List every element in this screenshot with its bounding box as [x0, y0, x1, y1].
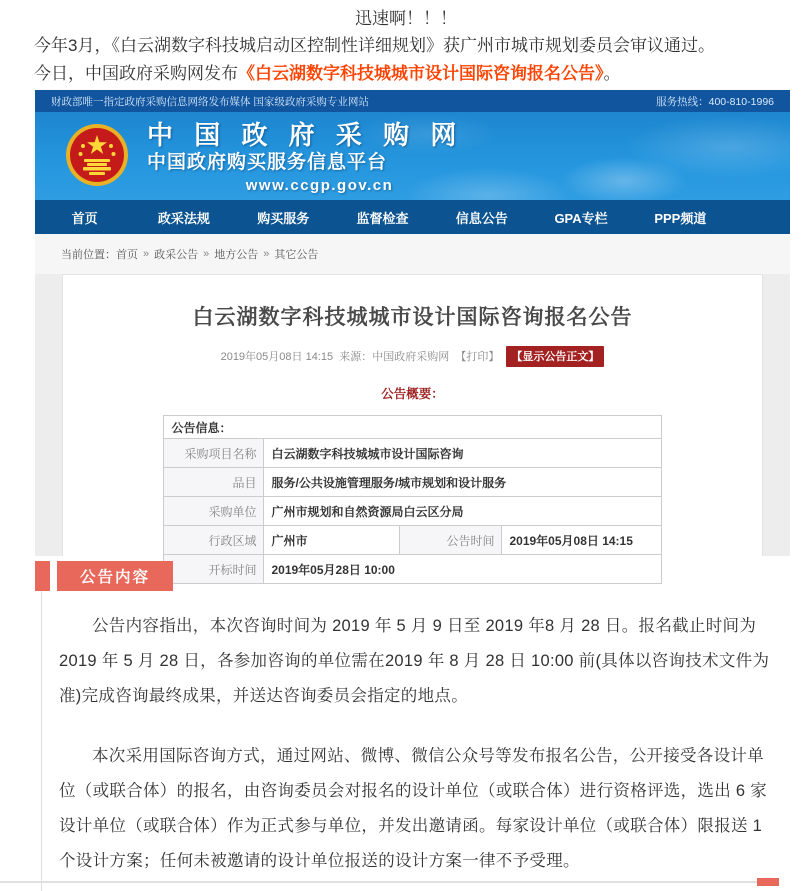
notice-paragraph-2: 本次采用国际咨询方式，通过网站、微博、微信公众号等发布报名公告，公开接受各设计单位（或联合体）的报名，由咨询委员会对报名的设计单位（或联合体）进行资格评选，选出 6 家设计单位（或联合体）作为正式参与单位，并发出邀请函。每家设计单位（或联合体）限报送 1 个设计方案；任何未被邀请的设计单位报送的设计方案一律不予受理。 — [59, 747, 768, 870]
service-hotline: 服务热线：400-810-1996 — [656, 95, 774, 108]
breadcrumb-separator: » — [203, 248, 210, 260]
notice-time-label: 公告时间 — [400, 526, 502, 555]
site-url: www.ccgp.gov.cn — [245, 177, 394, 194]
article-card — [62, 274, 763, 577]
nav-item-gpa[interactable]: GPA专栏 — [554, 210, 608, 226]
notice-paragraph-1: 公告内容指出，本次咨询时间为 2019 年 5 月 9 日至 2019 年8 月 28 日。报名截止时间为 2019 年 5 月 28 日，各参加咨询的单位需在2019 年 8 月 28 日 10:00 前(具体以咨询技术文件为准)完成咨询最终成果，并送达咨询委员会指定的地点。 — [59, 617, 770, 705]
summary-label: 公告概要： — [381, 387, 444, 401]
nav-item-announcements[interactable]: 信息公告 — [455, 210, 508, 226]
print-button[interactable]: 【打印】 — [455, 351, 500, 363]
notice-time-value: 2019年05月08日 14:15 — [502, 526, 661, 555]
breadcrumb-item-local-notices[interactable]: 地方公告 — [214, 249, 259, 261]
show-notice-body-button[interactable]: 【显示公告正文】 — [506, 346, 604, 367]
site-navbar — [35, 200, 790, 234]
topbar-slogan: 财政部唯一指定政府采购信息网络发布媒体 国家级政府采购专业网站 — [51, 95, 369, 108]
divider-line — [0, 881, 757, 883]
article-title: 白云湖数字科技城城市设计国际咨询报名公告 — [192, 306, 633, 329]
ccgp-website-screenshot — [35, 90, 790, 577]
nav-item-purchase-services[interactable]: 购买服务 — [257, 210, 310, 226]
region-value: 广州市 — [264, 526, 400, 555]
breadcrumb — [35, 234, 790, 274]
article-zone — [35, 274, 790, 577]
purchaser-value: 广州市规划和自然资源局白云区分局 — [264, 497, 661, 526]
breadcrumb-item-other-notices[interactable]: 其它公告 — [274, 249, 319, 261]
project-name-value: 白云湖数字科技城城市设计国际咨询 — [264, 439, 661, 468]
notice-section — [0, 561, 812, 891]
red-accent-bar — [35, 561, 50, 591]
site-title: 中 国 政 府 采 购 网 — [147, 120, 464, 150]
nav-item-supervision[interactable]: 监督检查 — [356, 210, 409, 226]
article-date: 2019年05月08日 14:15 — [220, 351, 334, 363]
breadcrumb-label: 当前位置： — [61, 249, 116, 261]
intro-paragraph-2-prefix: 今日，中国政府采购网发布 — [34, 63, 238, 83]
nav-item-home[interactable]: 首页 — [71, 210, 98, 226]
site-subtitle: 中国政府购买服务信息平台 — [147, 152, 388, 173]
divider-red-block — [757, 878, 779, 886]
table-header: 公告信息： — [164, 416, 661, 439]
notice-body — [41, 591, 812, 891]
intro-paragraph-2 — [0, 60, 812, 88]
purchaser-label: 采购单位 — [164, 497, 264, 526]
bid-open-time-label: 开标时间 — [164, 555, 264, 584]
bid-open-time-value: 2019年05月28日 10:00 — [264, 555, 661, 584]
nav-item-regulations[interactable]: 政采法规 — [157, 210, 210, 226]
notice-section-title: 公告内容 — [57, 561, 173, 591]
announcement-info-table — [163, 415, 661, 584]
project-name-label: 采购项目名称 — [164, 439, 264, 468]
category-label: 品目 — [164, 468, 264, 497]
footer-divider — [0, 877, 812, 887]
breadcrumb-item-procurement-notices[interactable]: 政采公告 — [154, 249, 199, 261]
site-title-block — [147, 120, 492, 197]
nav-item-ppp[interactable]: PPP频道 — [654, 210, 707, 226]
table-row — [164, 526, 661, 555]
announcement-link[interactable]: 《白云湖数字科技城城市设计国际咨询报名公告》 — [238, 63, 604, 83]
category-value: 服务/公共设施管理服务/城市规划和设计服务 — [264, 468, 661, 497]
intro-paragraph-1: 今年3月，《白云湖数字科技城启动区控制性详细规划》获广州市城市规划委员会审议通过。 — [34, 36, 715, 55]
site-topbar — [35, 90, 790, 112]
intro-headline: 迅速啊！！！ — [355, 9, 457, 28]
breadcrumb-separator: » — [263, 248, 270, 260]
site-banner — [35, 112, 790, 200]
national-emblem-logo — [65, 123, 129, 187]
intro-paragraph-2-suffix: 。 — [603, 63, 621, 83]
table-row — [164, 497, 661, 526]
article-meta — [63, 346, 762, 367]
breadcrumb-item-home[interactable]: 首页 — [116, 249, 138, 261]
breadcrumb-separator: » — [143, 248, 150, 260]
region-label: 行政区域 — [164, 526, 264, 555]
notice-section-header — [0, 561, 812, 591]
intro-section — [0, 0, 812, 87]
table-row — [164, 468, 661, 497]
article-source: 来源：中国政府采购网 — [339, 351, 450, 363]
table-row — [164, 416, 661, 439]
table-row — [164, 439, 661, 468]
